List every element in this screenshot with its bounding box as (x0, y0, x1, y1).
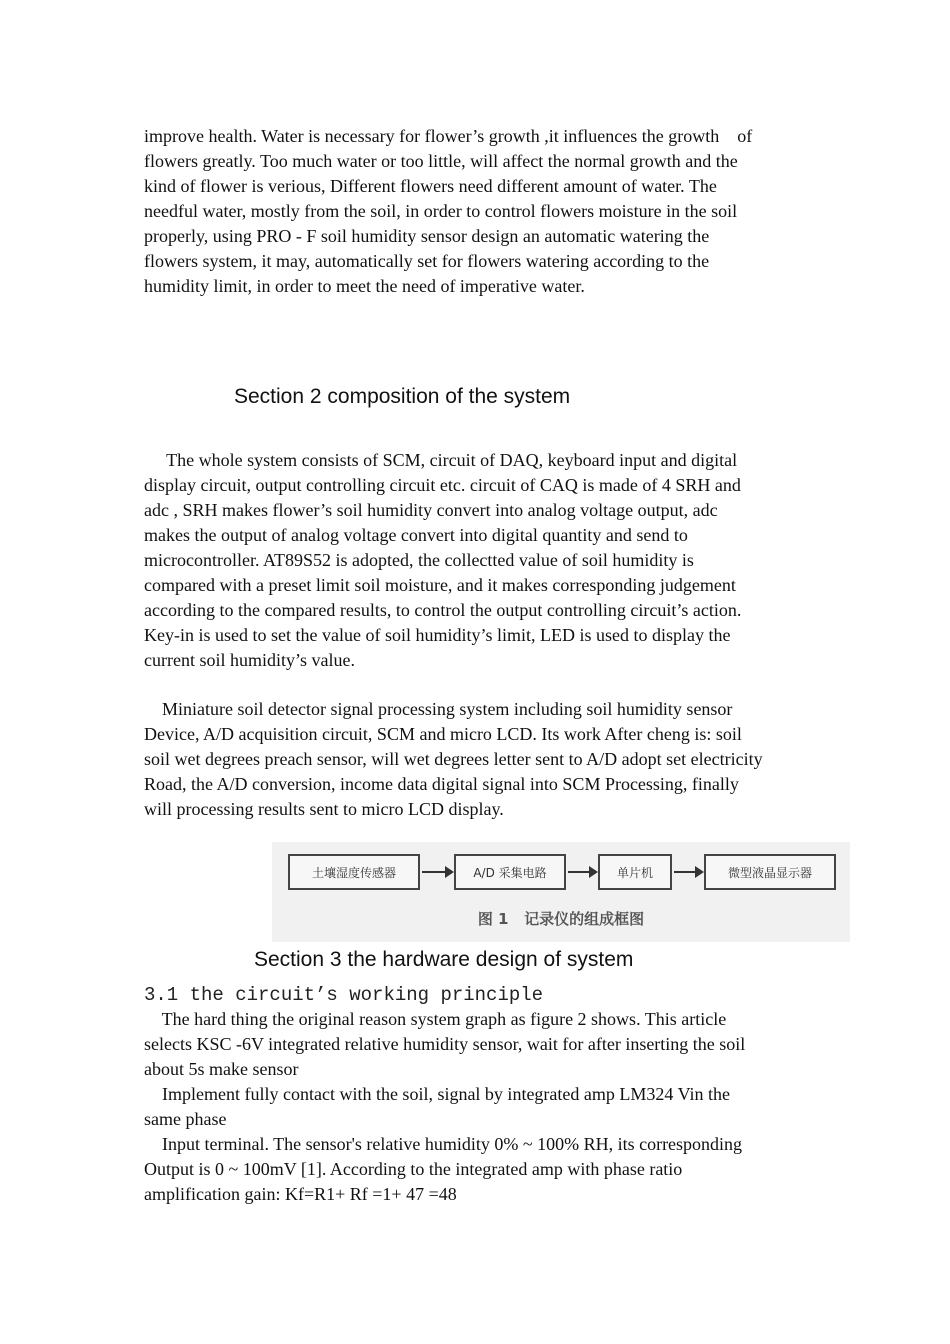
text-line: display circuit, output controlling circuit etc. circuit of CAQ is made of 4 SRH and (144, 475, 741, 495)
text-line: soil wet degrees preach sensor, will wet degrees letter sent to A/D adopt set electricity (144, 749, 763, 769)
text-line: kind of flower is verious, Different flowers need different amount of water. The (144, 176, 717, 196)
text-line: humidity limit, in order to meet the need of imperative water. (144, 276, 585, 296)
text-line: The hard thing the original reason system graph as figure 2 shows. This article (144, 1009, 727, 1029)
text-line: current soil humidity’s value. (144, 650, 355, 670)
arrow-icon (674, 871, 702, 873)
text-line: adc , SRH makes flower’s soil humidity convert into analog voltage output, adc (144, 500, 718, 520)
text-line: selects KSC -6V integrated relative humidity sensor, wait for after inserting the soil (144, 1034, 746, 1054)
text-line: compared with a preset limit soil moisture, and it makes corresponding judgement (144, 575, 736, 595)
text-line: The whole system consists of SCM, circuit of DAQ, keyboard input and digital (144, 450, 738, 470)
section-2-paragraph-2 (144, 697, 804, 822)
text-line: about 5s make sensor (144, 1059, 299, 1079)
arrow-icon (568, 871, 596, 873)
intro-paragraph (144, 124, 804, 299)
text-line: flowers system, it may, automatically set for flowers watering according to the (144, 251, 710, 271)
text-line: makes the output of analog voltage convert into digital quantity and send to (144, 525, 688, 545)
section-3-heading: Section 3 the hardware design of system (254, 948, 634, 971)
arrow-icon (422, 871, 452, 873)
subsection-3-1-heading: 3.1 the circuit’s working principle (144, 984, 544, 1006)
section-2-heading: Section 2 composition of the system (234, 385, 571, 408)
text-line: Input terminal. The sensor's relative humidity 0% ~ 100% RH, its corresponding (144, 1134, 743, 1154)
section-3-paragraph (144, 1007, 804, 1207)
section-2-paragraph-1 (144, 448, 804, 673)
text-line: flowers greatly. Too much water or too little, will affect the normal growth and the (144, 151, 738, 171)
text-line: Implement fully contact with the soil, signal by integrated amp LM324 Vin the (144, 1084, 730, 1104)
text-line: according to the compared results, to control the output controlling circuit’s action. (144, 600, 742, 620)
figure-1-caption: 图 1 记录仪的组成框图 (477, 910, 645, 928)
text-line: same phase (144, 1109, 227, 1129)
text-line: Output is 0 ~ 100mV [1]. According to the integrated amp with phase ratio (144, 1159, 683, 1179)
text-line: Miniature soil detector signal processing system including soil humidity sensor (144, 699, 733, 719)
text-line: Key-in is used to set the value of soil humidity’s limit, LED is used to display the (144, 625, 731, 645)
block-ad-acquisition-circuit: A/D 采集电路 (454, 854, 566, 890)
block-scm: 单片机 (598, 854, 672, 890)
text-line: microcontroller. AT89S52 is adopted, the collectted value of soil humidity is (144, 550, 694, 570)
text-line: improve health. Water is necessary for flower’s growth ,it influences the growth of (144, 126, 753, 146)
text-line: Road, the A/D conversion, income data digital signal into SCM Processing, finally (144, 774, 739, 794)
text-line: needful water, mostly from the soil, in order to control flowers moisture in the soil (144, 201, 738, 221)
text-line: will processing results sent to micro LCD display. (144, 799, 504, 819)
block-micro-lcd-display: 微型液晶显示器 (704, 854, 836, 890)
text-line: Device, A/D acquisition circuit, SCM and micro LCD. Its work After cheng is: soil (144, 724, 742, 744)
figure-1-block-diagram (272, 842, 850, 942)
block-soil-humidity-sensor: 土壤湿度传感器 (288, 854, 420, 890)
text-line: properly, using PRO - F soil humidity sensor design an automatic watering the (144, 226, 710, 246)
text-line: amplification gain: Kf=R1+ Rf =1+ 47 =48 (144, 1184, 457, 1204)
